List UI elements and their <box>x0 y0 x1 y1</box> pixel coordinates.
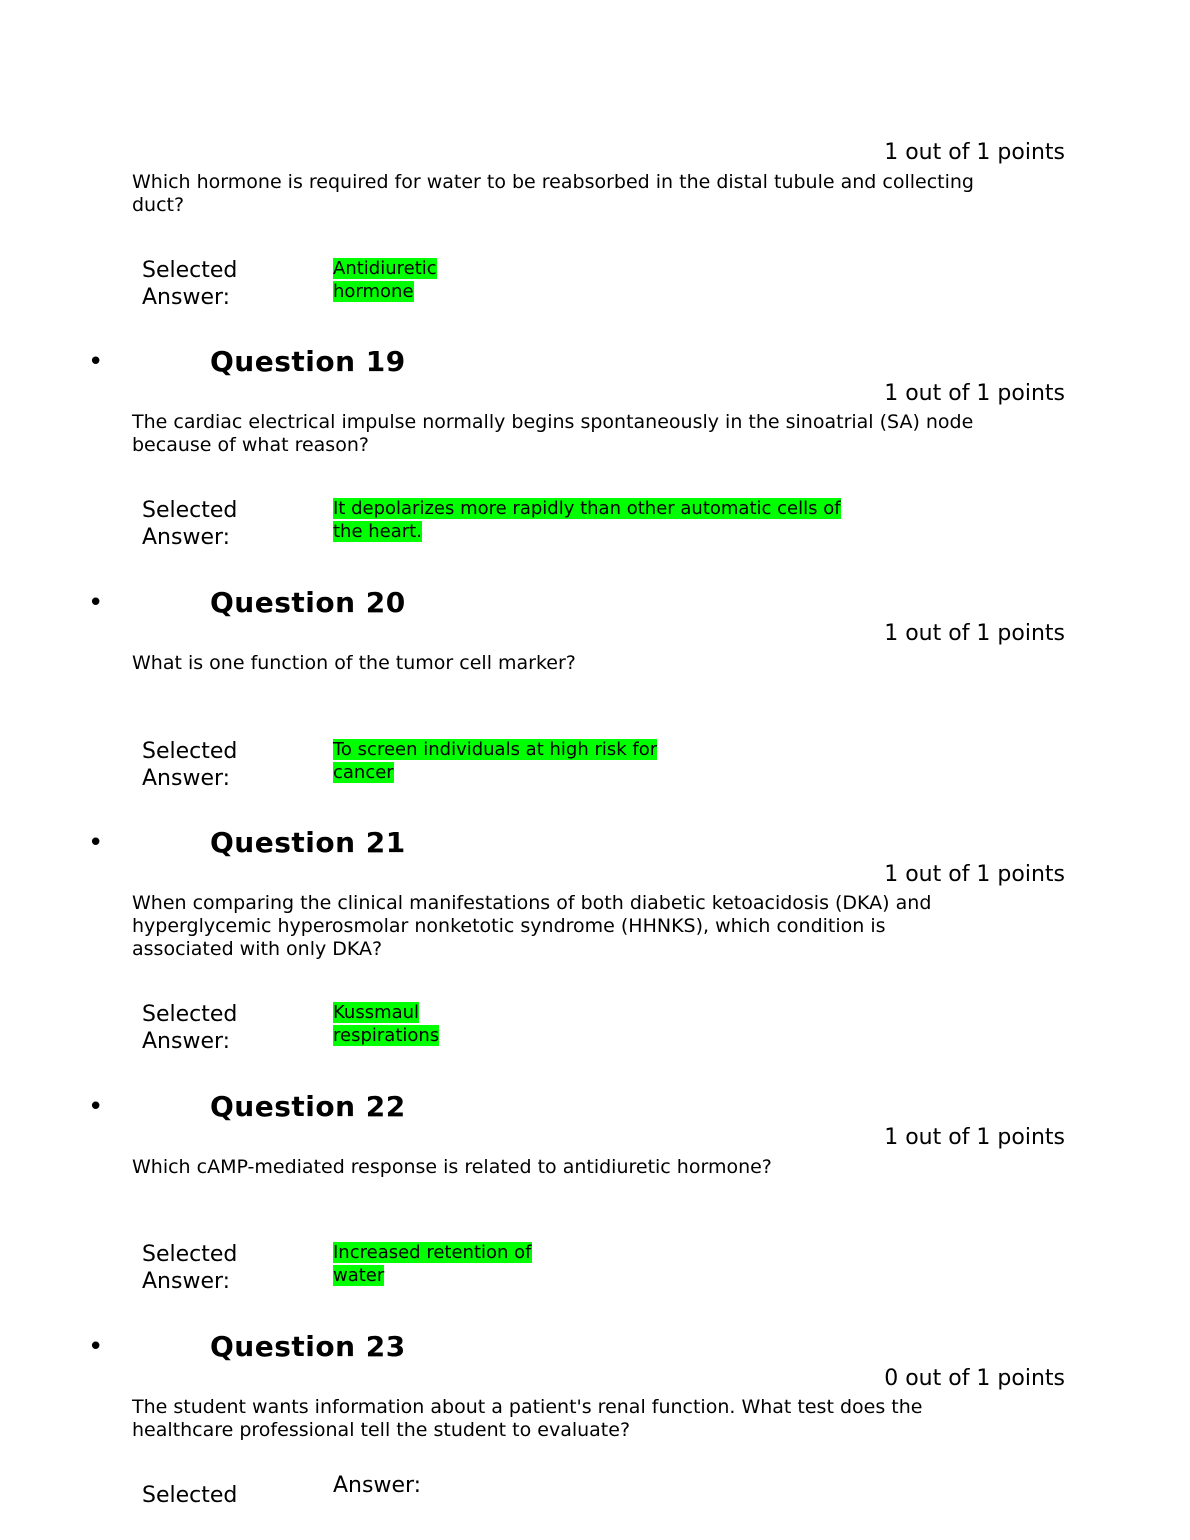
points-label: 1 out of 1 points <box>884 621 1065 646</box>
question-text: What is one function of the tumor cell marker? <box>132 652 576 674</box>
selected-answer-label: Selected Answer: <box>142 498 238 550</box>
bullet-icon: • <box>88 347 104 377</box>
points-label: 1 out of 1 points <box>884 381 1065 406</box>
answer-line: It depolarizes more rapidly than other automatic cells of <box>333 498 841 519</box>
points-label: 1 out of 1 points <box>884 140 1065 165</box>
selected-answer <box>333 257 437 303</box>
answer-line: Increased retention of <box>333 1242 532 1263</box>
question-text: The cardiac electrical impulse normally begins spontaneously in the sinoatrial (SA) node because of what reason? <box>132 411 974 456</box>
answer-line: cancer <box>333 762 394 783</box>
answer-line: To screen individuals at high risk for <box>333 739 658 760</box>
question-title: Question 19 <box>210 345 406 378</box>
points-label: 1 out of 1 points <box>884 1125 1065 1150</box>
question-text: Which hormone is required for water to be reabsorbed in the distal tubule and collecting duct? <box>132 171 974 216</box>
answer-line: Kussmaul <box>333 1002 420 1023</box>
question-title: Question 21 <box>210 826 406 859</box>
answer-line: Antidiuretic <box>333 258 437 279</box>
selected-answer-label: Selected Answer: <box>142 1242 238 1294</box>
selected-answer-label: Selected Answer: <box>142 739 238 791</box>
bullet-icon: • <box>88 1332 104 1362</box>
selected-answer-label: Selected Answer: <box>142 1002 238 1054</box>
question-title: Question 22 <box>210 1090 406 1123</box>
selected-answer <box>333 1241 532 1287</box>
bullet-icon: • <box>88 588 104 618</box>
bullet-icon: • <box>88 1092 104 1122</box>
question-text: When comparing the clinical manifestations of both diabetic ketoacidosis (DKA) and hyperglycemic hyperosmolar nonketotic syndrome (HHNKS), which condition is associated with only DKA? <box>132 892 932 960</box>
question-text: The student wants information about a patient's renal function. What test does the healthcare professional tell the student to evaluate? <box>132 1396 923 1441</box>
selected-answer <box>333 1001 439 1047</box>
selected-answer <box>333 738 657 784</box>
selected-answer <box>333 497 841 543</box>
points-label: 0 out of 1 points <box>884 1366 1065 1391</box>
answer-line: water <box>333 1265 385 1286</box>
bullet-icon: • <box>88 828 104 858</box>
question-title: Question 20 <box>210 586 406 619</box>
answer-line: the heart. <box>333 521 422 542</box>
selected-answer-label: Selected Answer: <box>142 258 238 310</box>
question-text: Which cAMP-mediated response is related to antidiuretic hormone? <box>132 1156 772 1178</box>
answer-label: Answer: <box>333 1473 422 1498</box>
question-title: Question 23 <box>210 1330 406 1363</box>
points-label: 1 out of 1 points <box>884 862 1065 887</box>
answer-line: hormone <box>333 281 414 302</box>
answer-line: respirations <box>333 1025 440 1046</box>
selected-label: Selected <box>142 1483 238 1508</box>
